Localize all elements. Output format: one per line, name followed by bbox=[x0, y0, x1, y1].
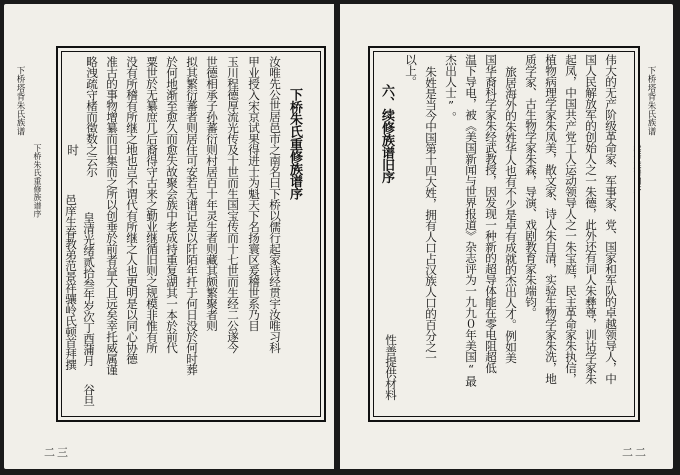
preface-line: 甲业授入宋京试果得进士为魁天下名扬寰区爰稽世系乃目 bbox=[247, 56, 261, 331]
author-signature: 邑庠生眷教弟范景祥骧岭氏顿首拜撰 bbox=[64, 194, 78, 370]
time-label: 时 bbox=[66, 144, 80, 155]
body-line: 起凤，中国共产党工人运动领导人之一朱宝庭，民主革命家朱执信， bbox=[564, 54, 578, 384]
material-credit: 性善提供材料 bbox=[384, 334, 398, 400]
left-page-number: 二三 bbox=[44, 446, 70, 459]
left-margin-title: 下桥塔背朱氏族谱 bbox=[15, 66, 25, 136]
right-page-number: 二二 bbox=[622, 446, 648, 459]
right-page bbox=[340, 4, 673, 469]
left-margin-subtitle: 下桥朱氏重修族谱序 bbox=[33, 144, 42, 218]
body-line: 以上。 bbox=[404, 54, 418, 87]
date-line: 皇清光绪贰拾叁年岁次丁酉蒲月 bbox=[82, 212, 96, 366]
body-line: 朱姓是当今中国第十四大姓，拥有人口占汉族人口的百分之一 bbox=[424, 66, 438, 363]
preface-line: 略洩疏守楮而徵数之云尔 bbox=[85, 56, 99, 177]
body-line: 伟大的无产阶级革命家、军事家、党、国家和军队的卓越领导人，中 bbox=[604, 54, 618, 384]
body-line: 温下导电，被《美国新闻与世界报道》杂志评为一九九０年美国“最 bbox=[464, 54, 478, 387]
body-line: 国人民解放军的创始人之一朱德，此外还有词人朱彝尊，训诂学家朱 bbox=[584, 54, 598, 384]
body-line: 植物病理学家朱凤美，散文家、诗人朱自清，实验生物学家朱洗，地 bbox=[544, 54, 558, 384]
right-margin-title: 下桥塔背朱氏族谱 bbox=[646, 66, 656, 136]
preface-line: 拟其繁衍蕃者则居住可安若无谱记是以阡陌年扦于何日没於何时葬 bbox=[185, 56, 199, 375]
date-tail: 谷旦 bbox=[82, 384, 96, 406]
body-line: 质学家、古生物学家朱森，导演、戏剧教育家朱端钧。 bbox=[524, 54, 538, 318]
section-title: 六、续修族谱旧序 bbox=[379, 84, 394, 184]
preface-line: 没有所稽有所继之地也岂不谓代有所继之人也更明是以同心协德 bbox=[125, 56, 139, 364]
body-line: 杰出人士”。 bbox=[444, 54, 458, 123]
preface-line: 玉川程德厚流光传及十世而生国宝传而十七世而生经二公遂今 bbox=[226, 56, 240, 353]
body-line: 旅居海外的朱姓华人也有不少是卓有成就的杰出人才。例如美 bbox=[504, 66, 518, 363]
right-margin-subtitle: 续修族谱旧序 bbox=[633, 144, 642, 194]
preface-line: 汝唯先公世居邑市之南名曰下桥以儒行起家诗经贯宇汝唯习科 bbox=[268, 56, 282, 353]
preface-line: 世德相承子孙蕃衍则村居百十年灵生者则藏其颇繁聚者则 bbox=[205, 56, 219, 331]
body-line: 国华裔科学家朱经武教授，因发现一种新的超导体能在零电阻超低 bbox=[484, 54, 498, 373]
preface-line: 准古的事物增纂而旧集而之所以创垂於前者益大且远矣幸托威属谨 bbox=[105, 56, 119, 375]
preface-line: 粟世於无纂庶几后裔得守古来之勤业继循旧则之规模非惟有所 bbox=[145, 56, 159, 353]
preface-title: 下桥朱氏重修族谱序 bbox=[287, 88, 302, 200]
preface-line: 於何地渐至愈久而愈失故聚会族中老成持重复湖其一本於前代 bbox=[165, 56, 179, 353]
left-page bbox=[4, 4, 334, 469]
